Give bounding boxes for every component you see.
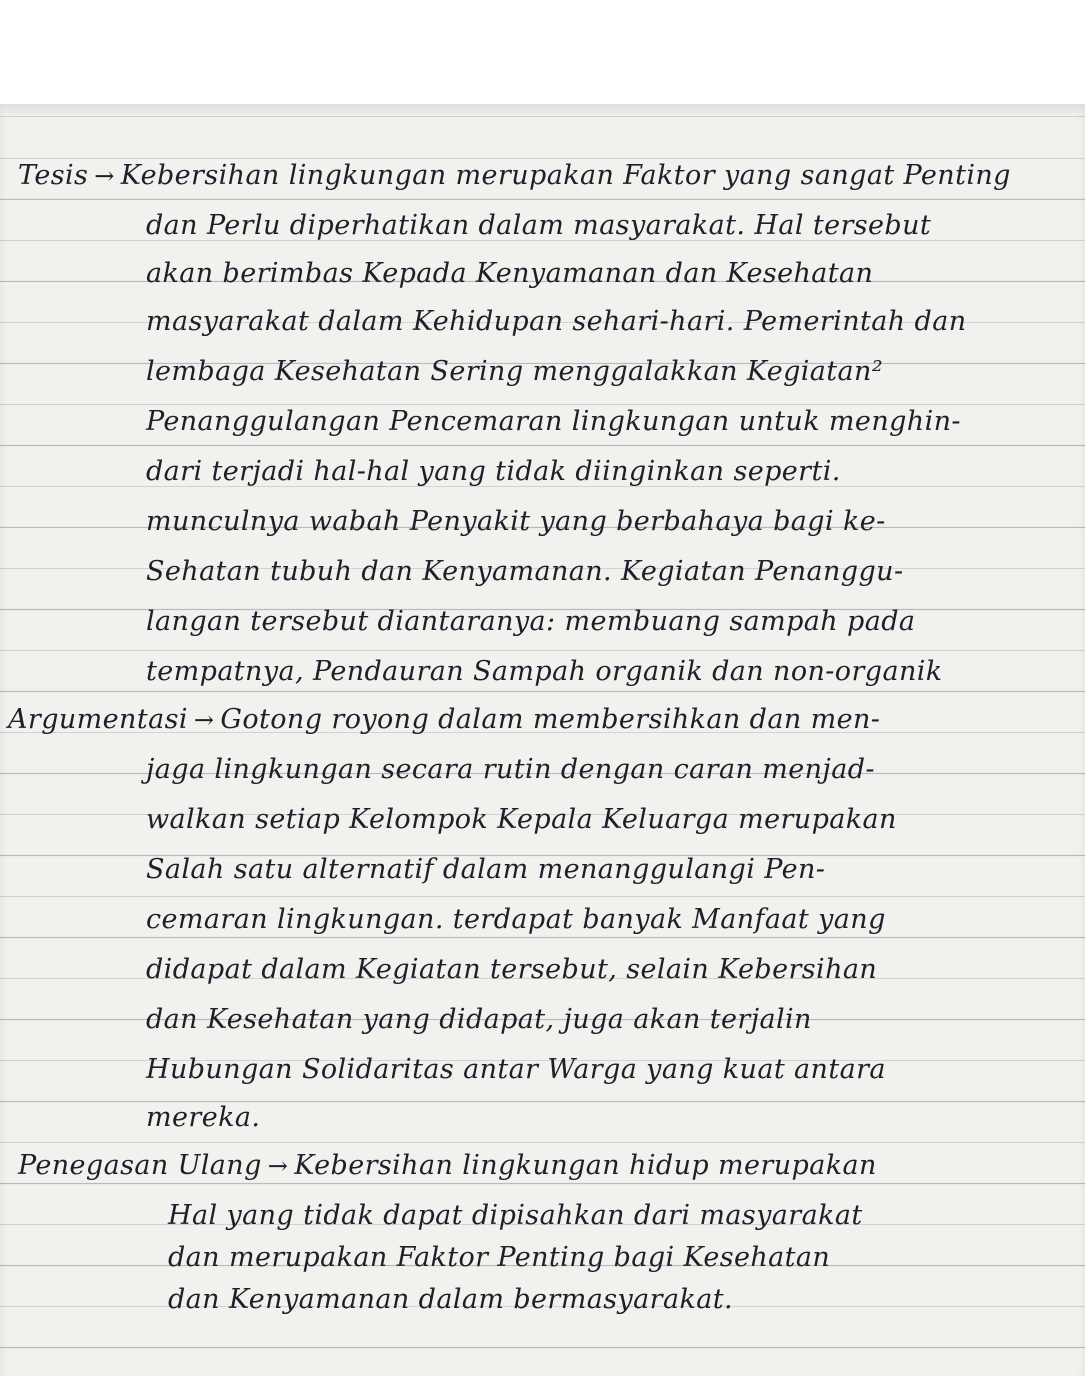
argumentasi-label: Argumentasi bbox=[8, 704, 188, 735]
handwritten-line: dan Perlu diperhatikan dalam masyarakat. Hal tersebut bbox=[146, 210, 932, 241]
arrow-icon: → bbox=[94, 162, 115, 190]
handwritten-line: tempatnya, Pendauran Sampah organik dan non-organik bbox=[146, 656, 943, 687]
handwritten-line: masyarakat dalam Kehidupan sehari-hari. Pemerintah dan bbox=[146, 306, 967, 337]
handwritten-line: jaga lingkungan secara rutin dengan caran menjad- bbox=[146, 754, 875, 785]
handwritten-text: Gotong royong dalam membersihkan dan men- bbox=[220, 704, 881, 735]
handwritten-line: Salah satu alternatif dalam menanggulangi Pen- bbox=[146, 854, 826, 885]
arrow-icon: → bbox=[267, 1152, 289, 1180]
handwritten-line: Hubungan Solidaritas antar Warga yang kuat antara bbox=[146, 1054, 886, 1085]
handwritten-text: Kebersihan lingkungan merupakan Faktor yang sangat Penting bbox=[120, 160, 1011, 191]
handwritten-line: akan berimbas Kepada Kenyamanan dan Kesehatan bbox=[146, 258, 874, 289]
handwritten-line: dari terjadi hal-hal yang tidak diinginkan seperti. bbox=[146, 456, 841, 487]
tesis-line-1 bbox=[18, 160, 1011, 192]
penegasan-line-1 bbox=[18, 1150, 877, 1182]
penegasan-label: Penegasan Ulang bbox=[18, 1150, 262, 1181]
tesis-label: Tesis bbox=[18, 160, 89, 191]
handwritten-line: Hal yang tidak dapat dipisahkan dari masyarakat bbox=[168, 1200, 863, 1231]
handwritten-line: mereka. bbox=[146, 1102, 261, 1133]
arrow-icon: → bbox=[193, 706, 215, 734]
handwritten-line: dan merupakan Faktor Penting bagi Kesehatan bbox=[168, 1242, 831, 1273]
handwritten-line: didapat dalam Kegiatan tersebut, selain Kebersihan bbox=[146, 954, 878, 985]
handwritten-line: cemaran lingkungan. terdapat banyak Manfaat yang bbox=[146, 904, 886, 935]
handwritten-line: munculnya wabah Penyakit yang berbahaya bagi ke- bbox=[146, 506, 886, 537]
handwritten-line: langan tersebut diantaranya: membuang sampah pada bbox=[146, 606, 916, 637]
argumentasi-line-1 bbox=[8, 704, 880, 736]
lined-paper bbox=[0, 104, 1085, 1376]
handwritten-text: Kebersihan lingkungan hidup merupakan bbox=[294, 1150, 877, 1181]
handwritten-line: walkan setiap Kelompok Kepala Keluarga merupakan bbox=[146, 804, 897, 835]
handwritten-line: dan Kenyamanan dalam bermasyarakat. bbox=[168, 1284, 733, 1315]
handwritten-line: lembaga Kesehatan Sering menggalakkan Kegiatan² bbox=[146, 356, 884, 387]
handwritten-line: Sehatan tubuh dan Kenyamanan. Kegiatan Penanggu- bbox=[146, 556, 904, 587]
handwritten-line: dan Kesehatan yang didapat, juga akan terjalin bbox=[146, 1004, 812, 1035]
handwritten-line: Penanggulangan Pencemaran lingkungan untuk menghin- bbox=[146, 406, 961, 437]
